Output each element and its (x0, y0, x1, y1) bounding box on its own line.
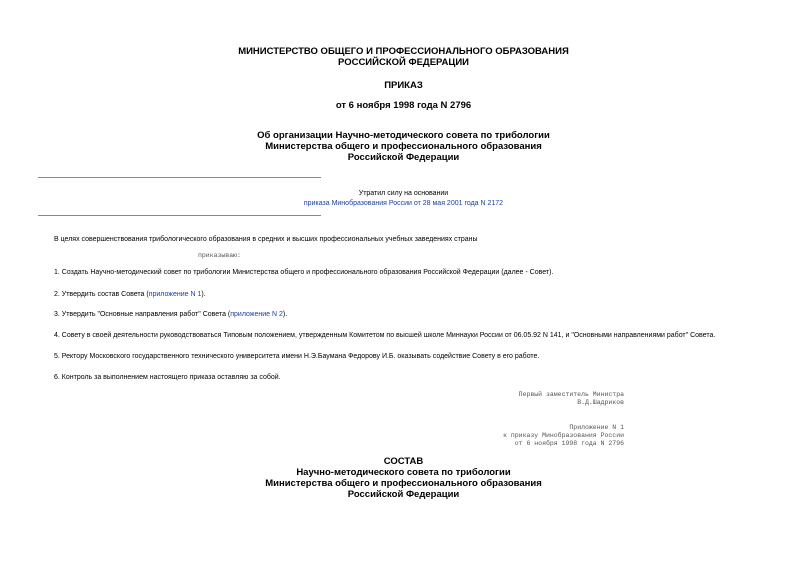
subject-line1: Об организации Научно-методического совета по трибологии (257, 130, 550, 141)
item-2-text: 2. Утвердить состав Совета ( (54, 291, 149, 298)
order-item-2 (54, 290, 206, 299)
appendix-ref-line2: к приказу Минобразования России (503, 432, 624, 439)
preamble: В целях совершенствования трибологического образования в средних и высших профессиональных учебных заведениях страны (54, 236, 478, 243)
appendix-title-line3: Российской Федерации (347, 489, 460, 500)
appendix-title-line1: Научно-методического совета по трибологии (296, 467, 511, 478)
item-2-end: ). (201, 291, 206, 298)
order-item-4: 4. Совету в своей деятельности руководствоваться Типовым положением, утвержденным Комитетом по высшей школе Миннауки России от 06.05.92 N 141, и "Основными направлениями работ" Совета. (54, 332, 716, 339)
appendix-title-line2: Министерства общего и профессионального образования (265, 478, 542, 489)
ministry-title-line2: РОССИЙСКОЙ ФЕДЕРАЦИИ (337, 57, 469, 68)
appendix-1-link[interactable]: приложение N 1 (148, 291, 202, 298)
item-3-text: 3. Утвердить "Основные направления работ" Совета ( (54, 311, 231, 318)
repeal-order-link[interactable]: приказа Минобразования России от 28 мая 2001 года N 2172 (303, 200, 504, 207)
subject-line2: Министерства общего и профессионального образования (265, 141, 542, 152)
document-type: ПРИКАЗ (384, 80, 423, 91)
bottom-divider (38, 215, 321, 216)
order-item-1: 1. Создать Научно-методический совет по трибологии Министерства общего и профессионального образования Российской Федерации (далее - Совет). (54, 269, 554, 276)
subject-line3: Российской Федерации (347, 152, 460, 163)
order-word: приказываю: (198, 252, 241, 259)
appendix-ref-line3: от 6 ноября 1998 года N 2796 (514, 440, 624, 447)
appendix-2-link[interactable]: приложение N 2 (230, 311, 283, 318)
appendix-title: СОСТАВ (383, 456, 424, 467)
document-date-number: от 6 ноября 1998 года N 2796 (335, 100, 472, 111)
ministry-title-line1: МИНИСТЕРСТВО ОБЩЕГО И ПРОФЕССИОНАЛЬНОГО ОБРАЗОВАНИЯ (238, 46, 569, 57)
repeal-note: Утратил силу на основании (358, 190, 449, 197)
appendix-ref-line1: Приложение N 1 (569, 424, 624, 431)
item-3-end: ). (282, 311, 288, 318)
top-divider (38, 177, 321, 178)
signature-name: В.Д.Шадриков (577, 399, 624, 406)
order-item-3 (54, 310, 287, 319)
order-item-6: 6. Контроль за выполнением настоящего приказа оставляю за собой. (54, 374, 281, 381)
signature-position: Первый заместитель Министра (518, 391, 624, 398)
order-item-5: 5. Ректору Московского государственного технического университета имени Н.Э.Баумана Федорову И.Б. оказывать содействие Совету в его работе. (54, 353, 540, 360)
